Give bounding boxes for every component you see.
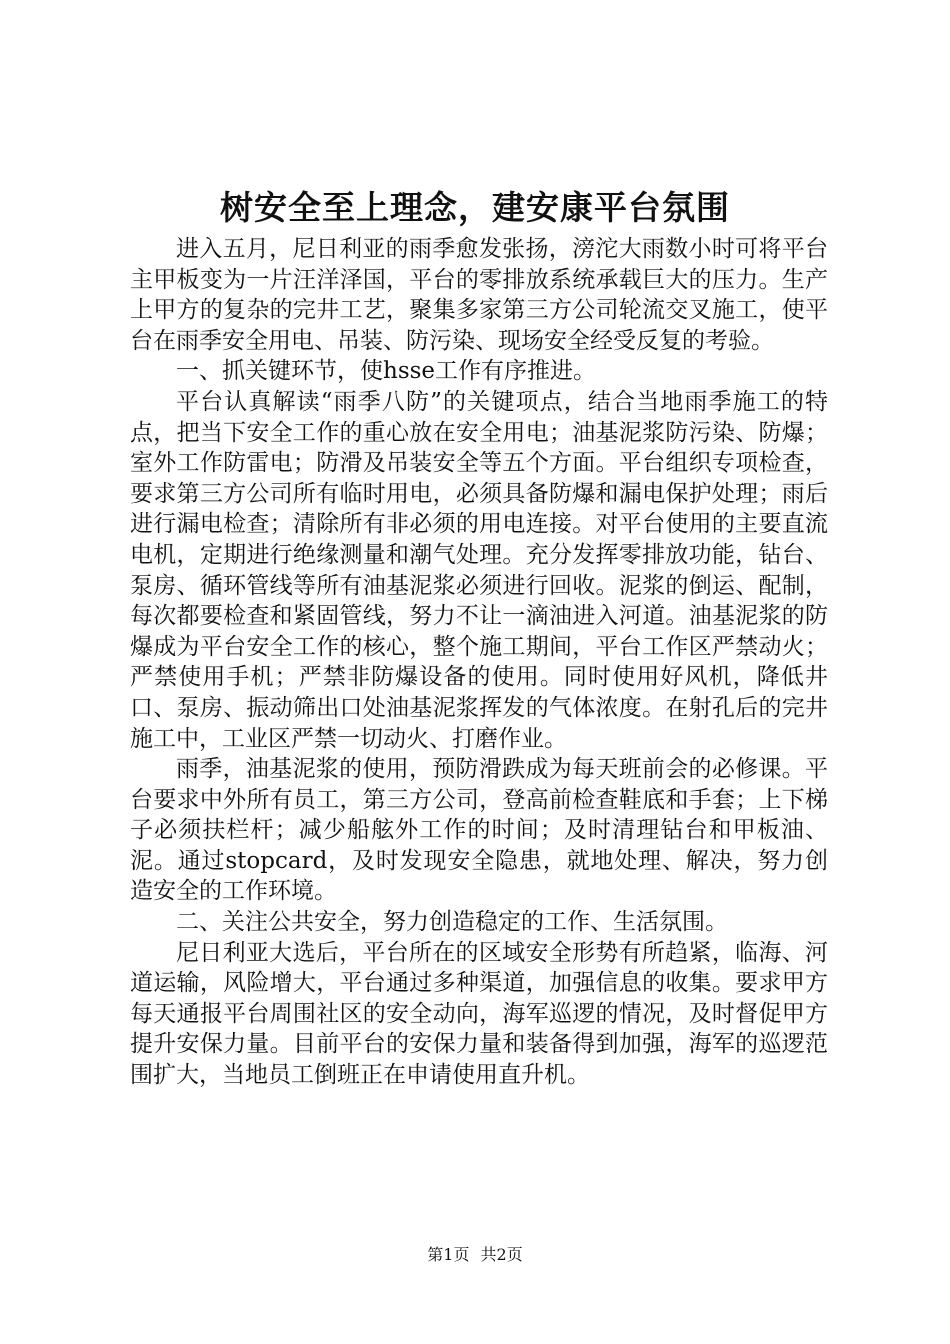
page-footer: [0, 1244, 950, 1266]
document-title: 树安全至上理念，建安康平台氛围: [220, 188, 730, 227]
paragraph-section-1-b: 雨季，油基泥浆的使用，预防滑跌成为每天班前会的必修课。平台要求中外所有员工，第三方公司，登高前检查鞋底和手套；上下梯子必须扶栏杆；减少船舷外工作的时间；及时清理钻台和甲板油、泥。通过stopcard，及时发现安全隐患，就地处理、解决，努力创造安全的工作环境。: [130, 756, 828, 905]
page-total: 共2页: [480, 1245, 523, 1264]
section-heading-1: 一、抓关键环节，使hsse工作有序推进。: [176, 358, 597, 385]
paragraph-section-1-a: 平台认真解读“雨季八防”的关键项点，结合当地雨季施工的特点，把当下安全工作的重心放在安全用电；油基泥浆防污染、防爆；室外工作防雷电；防滑及吊装安全等五个方面。平台组织专项检查，要求第三方公司所有临时用电，必须具备防爆和漏电保护处理；雨后进行漏电检查；清除所有非必须的用电连接。对平台使用的主要直流电机，定期进行绝缘测量和潮气处理。充分发挥零排放功能，钻台、泵房、循环管线等所有油基泥浆必须进行回收。泥浆的倒运、配制，每次都要检查和紧固管线，努力不让一滴油进入河道。油基泥浆的防爆成为平台安全工作的核心，整个施工期间，平台工作区严禁动火；严禁使用手机；严禁非防爆设备的使用。同时使用好风机，降低井口、泵房、振动筛出口处油基泥浆挥发的气体浓度。在射孔后的完井施工中，工业区严禁一切动火、打磨作业。: [130, 388, 828, 752]
page-number: 第1页: [427, 1245, 470, 1264]
paragraph-section-2-a: 尼日利亚大选后，平台所在的区域安全形势有所趋紧，临海、河道运输，风险增大，平台通过多种渠道，加强信息的收集。要求甲方每天通报平台周围社区的安全动向，海军巡逻的情况，及时督促甲方提升安保力量。目前平台的安保力量和装备得到加强，海军的巡逻范围扩大，当地员工倒班正在申请使用直升机。: [130, 939, 828, 1089]
section-heading-2: 二、关注公共安全，努力创造稳定的工作、生活氛围。: [176, 909, 728, 936]
document-body: [130, 234, 828, 1091]
paragraph-intro: 进入五月，尼日利亚的雨季愈发张扬，滂沱大雨数小时可将平台主甲板变为一片汪洋泽国，平台的零排放系统承载巨大的压力。生产上甲方的复杂的完井工艺，聚集多家第三方公司轮流交叉施工，使平台在雨季安全用电、吊装、防污染、现场安全经受反复的考验。: [130, 236, 828, 354]
